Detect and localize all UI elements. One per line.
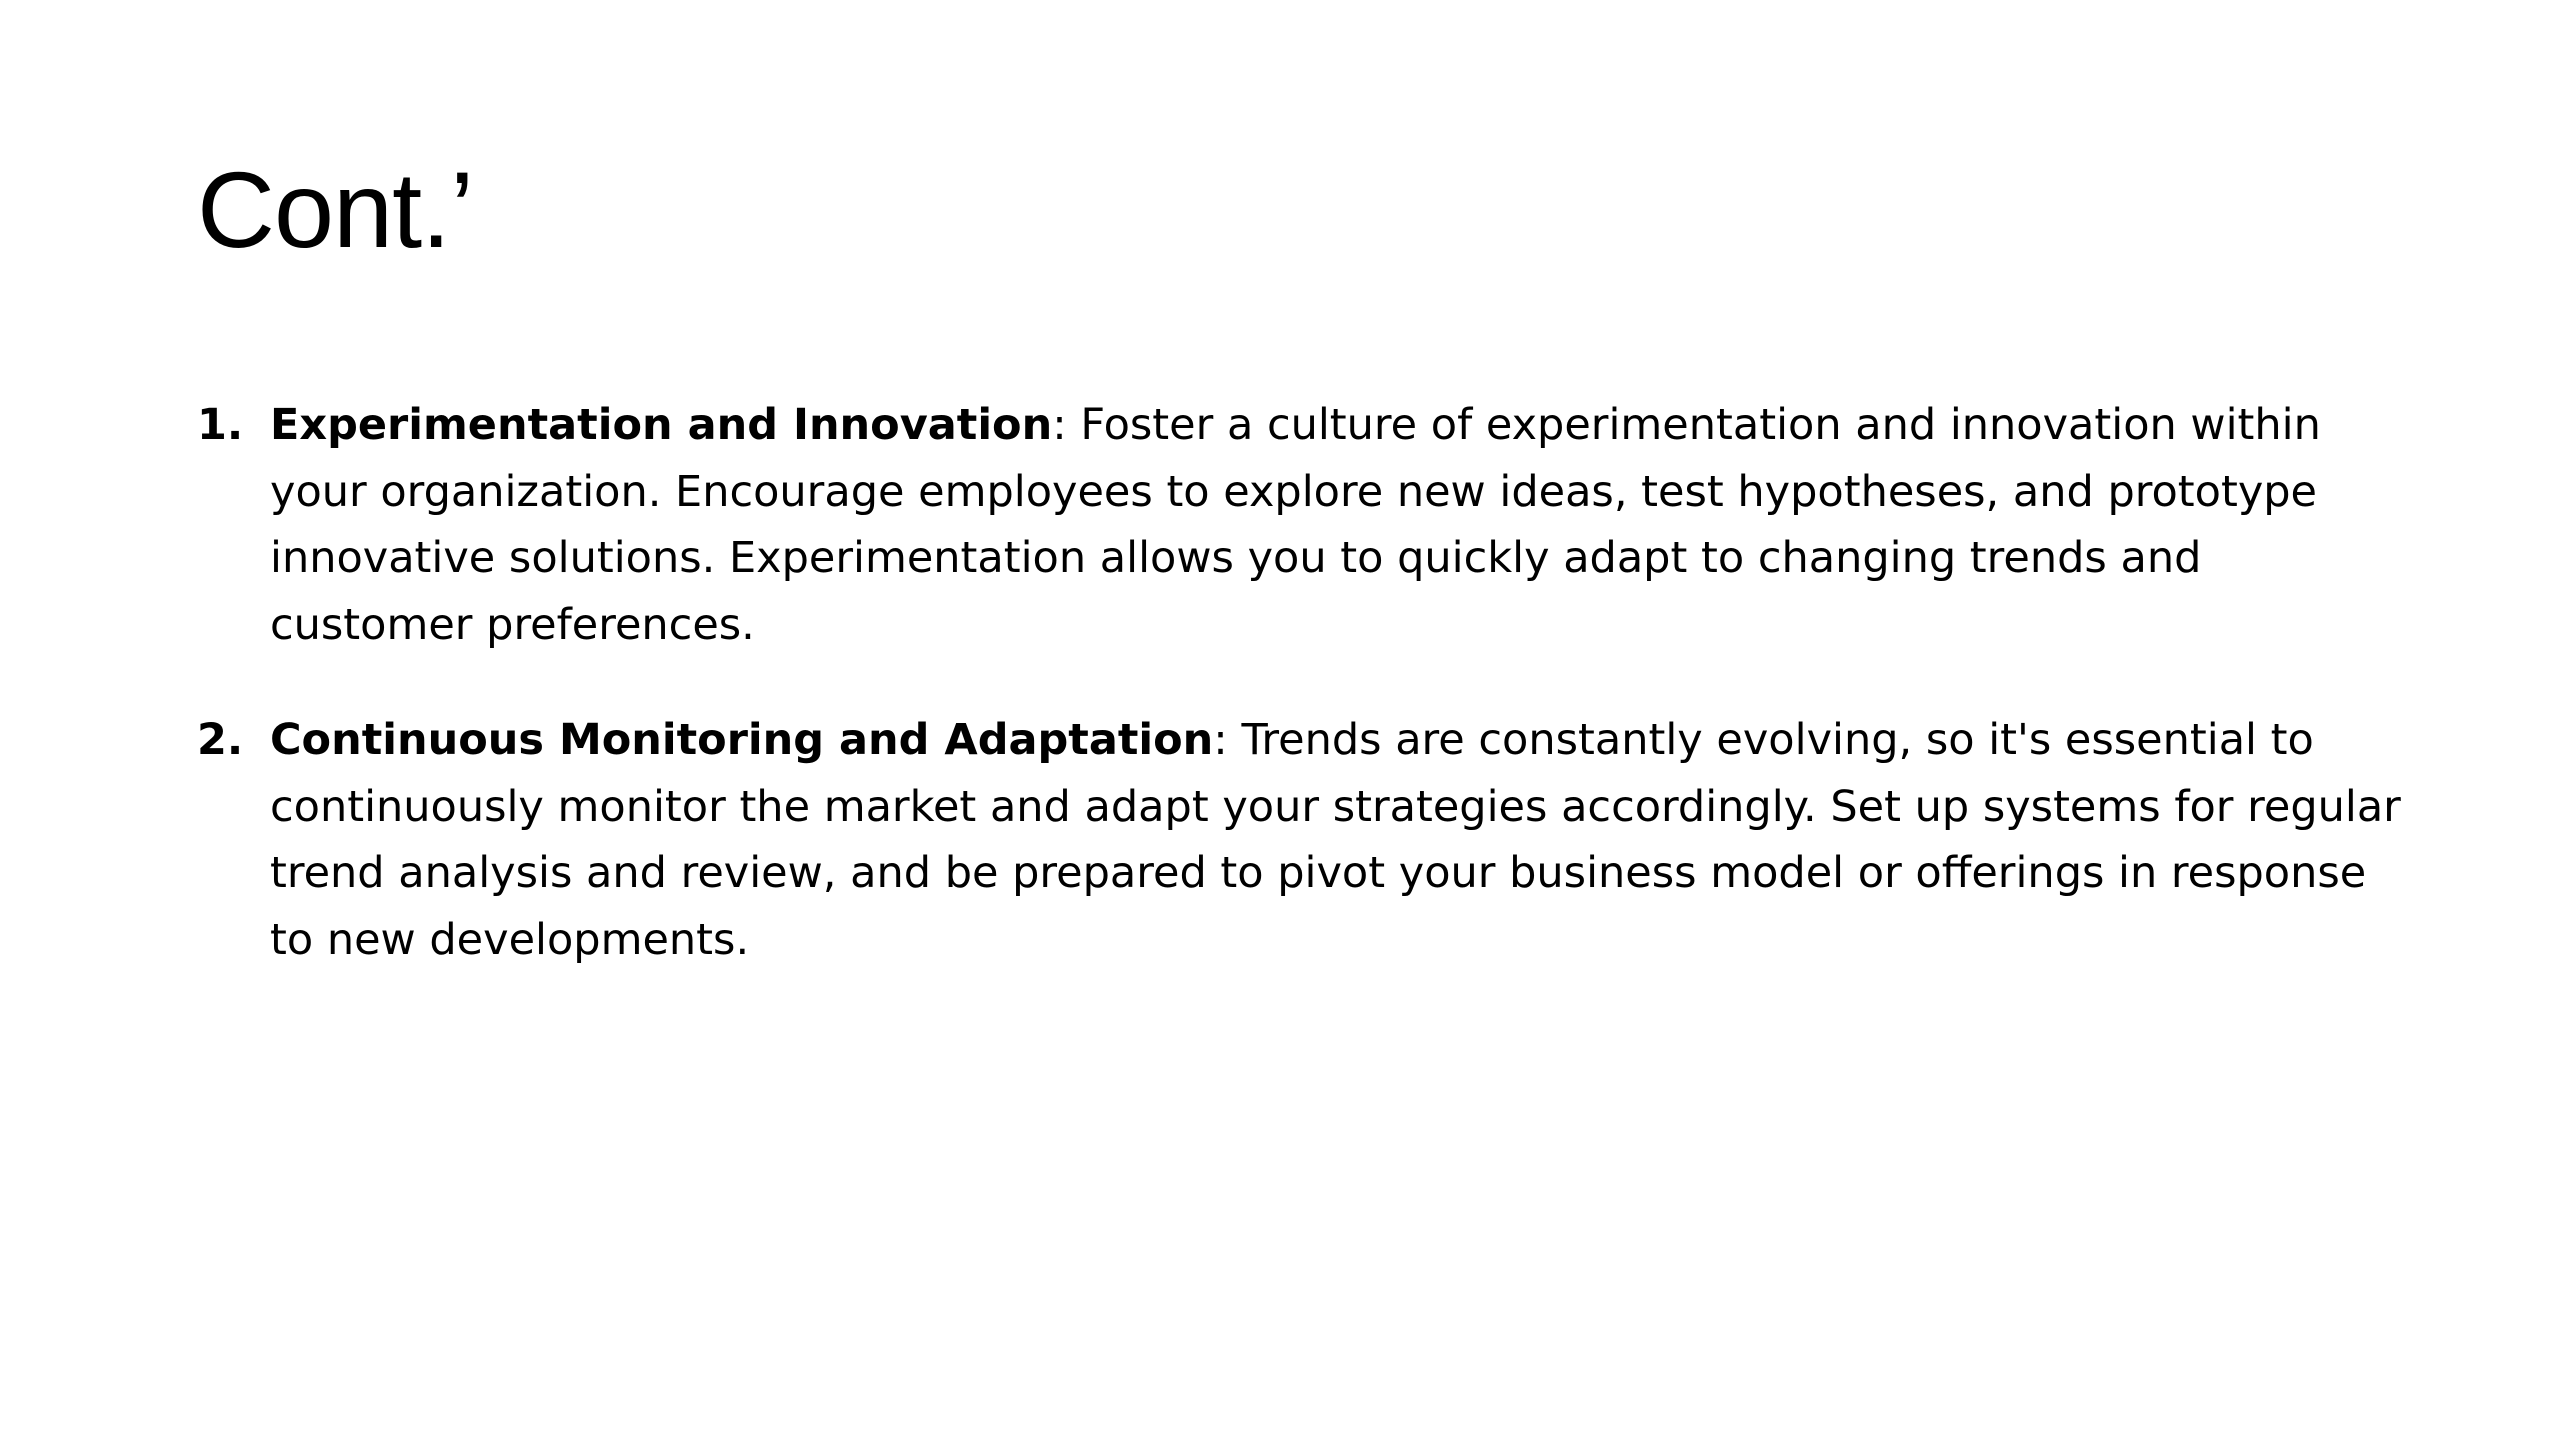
numbered-list	[197, 392, 2417, 1022]
list-item-term: Continuous Monitoring and Adaptation	[270, 715, 1214, 765]
slide-title: Cont.’	[197, 149, 474, 270]
list-item-number: 1.	[197, 400, 244, 450]
list-item	[197, 707, 2417, 973]
list-item-term: Experimentation and Innovation	[270, 400, 1053, 450]
list-item-description: : Foster a culture of experimentation and innovation within your organization. Encourage employees to explore new ideas, test hypotheses, and prototype innovative solutions. Experimentation allows you to quickly adapt to changing trends and customer preferences.	[270, 400, 2321, 650]
list-item-number: 2.	[197, 715, 244, 765]
list-item	[197, 392, 2417, 658]
list-item-description: : Trends are constantly evolving, so it's essential to continuously monitor the market and adapt your strategies accordingly. Set up systems for regular trend analysis and review, and be prepared to pivot your business model or offerings in response to new developments.	[270, 715, 2401, 965]
